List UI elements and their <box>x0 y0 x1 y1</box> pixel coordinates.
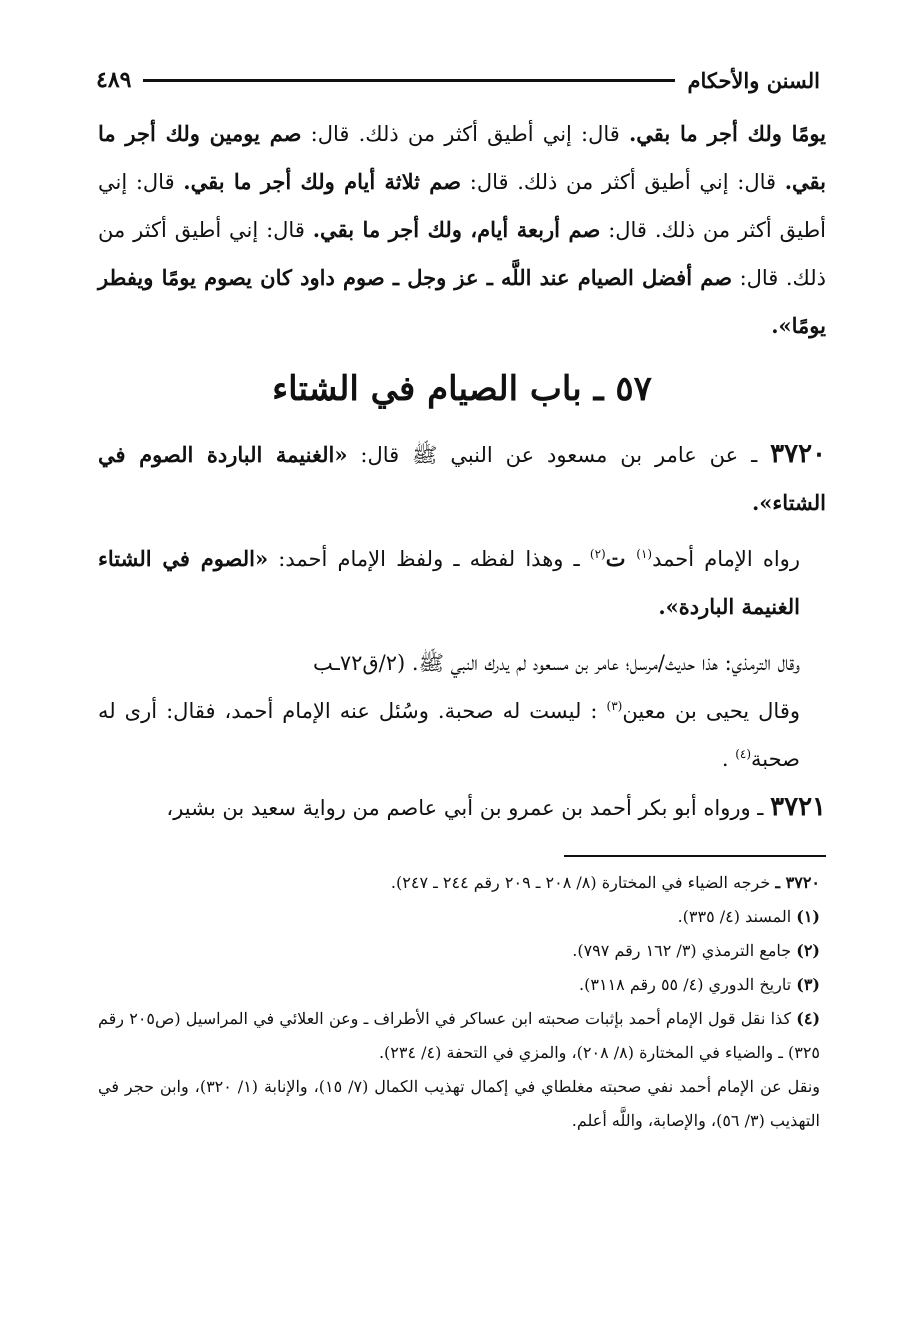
footnote-text: خرجه الضياء في المختارة (٨/ ٢٠٨ ـ ٢٠٩ رقم ٢٤٤ ـ ٢٤٧). <box>390 873 776 892</box>
footnote-number: (١) <box>796 907 820 926</box>
footnote-number: (٤) <box>796 1009 821 1028</box>
footnote-ref: (٤) <box>735 747 752 761</box>
footnote-item <box>98 900 820 934</box>
footnote-text: ونقل عن الإمام أحمد نفي صحبته مغلطاي في إكمال تهذيب الكمال (٧/ ١٥)، والإنابة (١/ ٣٢٠)، وابن حجر في التهذيب (٣/ ٥٦)، والإصابة، واللَّه أعلم. <box>98 1077 821 1130</box>
hadith-3721 <box>98 783 826 832</box>
tirmidhi-note: وقال الترمذي: هذا حديث/مرسل؛ عامر بن مسعود لم يدرك النبي ﷺ. (٢/ق٧٢ـب <box>313 651 800 675</box>
narration-note <box>98 535 826 631</box>
bold-phrase: صم ثلاثة أيام ولك أجر ما بقي. <box>183 169 462 194</box>
footnote-item <box>98 934 820 968</box>
footnote-ref: (٢) <box>589 547 606 561</box>
text-run: ـ عن عامر بن مسعود عن النبي ﷺ قال: <box>347 443 771 467</box>
footnote-number: (٢) <box>796 941 820 960</box>
text-run: قال: إني أطيق أكثر من ذلك. قال: <box>461 170 785 194</box>
hadith-number: ٣٧٢٠ <box>770 439 826 469</box>
footnote-item <box>98 1002 820 1070</box>
footnote-separator <box>564 855 826 857</box>
footnote-ref: (٣) <box>606 699 623 713</box>
header-rule <box>143 79 675 82</box>
footnote-item <box>98 866 820 900</box>
ibn-maeen-note <box>98 687 826 783</box>
bold-phrase: «الغنيمة الباردة الصوم في الشتاء». <box>98 442 826 515</box>
footnote-text: كذا نقل قول الإمام أحمد بإثبات صحبته ابن عساكر في الأطراف ـ وعن العلائي في المراسيل (ص٢٠٥ رقم ٣٢٥) ـ والضياء في المختارة (٨/ ٢٠٨)، والمزي في التحفة (٤/ ٢٣٤). <box>98 1009 820 1062</box>
bold-phrase: صم يومين ولك أجر ما بقي. <box>98 121 826 194</box>
running-title: السنن والأحكام <box>687 67 820 93</box>
text-run: قال: إني أطيق أكثر من ذلك. قال: <box>98 218 826 290</box>
bold-phrase: صم أفضل الصيام عند اللَّه ـ عز وجل ـ صوم داود كان يصوم يومًا ويفطر يومًا». <box>98 265 826 338</box>
hadith-3720 <box>98 430 826 527</box>
text-run: قال: إني أطيق أكثر من ذلك. قال: <box>301 122 629 146</box>
text-run: ـ وهذا لفظه ـ ولفظ الإمام أحمد: <box>268 547 590 571</box>
bold-phrase: «الصوم في الشتاء الغنيمة الباردة». <box>98 546 800 619</box>
footnote-text: المسند (٤/ ٣٣٥). <box>677 907 797 926</box>
footnote-text: تاريخ الدوري (٤/ ٥٥ رقم ٣١١٨). <box>579 975 797 994</box>
text-run: قال: إني أطيق أكثر من ذلك. قال: <box>98 170 827 242</box>
footnotes <box>98 866 820 1138</box>
footnote-number: ٣٧٢٠ ـ <box>775 873 820 892</box>
text-run: : ليست له صحبة. وسُئل عنه الإمام أحمد، فقال: أرى له صحبة <box>98 699 800 771</box>
bold-phrase: صم أربعة أيام، ولك أجر ما بقي. <box>312 217 601 242</box>
footnote-text: جامع الترمذي (٣/ ١٦٢ رقم ٧٩٧). <box>572 941 797 960</box>
footnote-item <box>98 1070 820 1138</box>
footnote-item <box>98 968 820 1002</box>
text-run: ت <box>605 546 637 571</box>
hadith-continuation <box>98 110 826 350</box>
text-run: . <box>721 747 736 771</box>
hadith-number: ٣٧٢١ <box>770 792 826 822</box>
main-text <box>98 110 826 832</box>
text-run: ـ ورواه أبو بكر أحمد بن عمرو بن أبي عاصم من رواية سعيد بن بشير، <box>166 796 771 820</box>
page-header <box>96 62 820 98</box>
bold-phrase: يومًا ولك أجر ما بقي. <box>628 121 827 146</box>
text-run: وقال يحيى بن معين <box>622 699 800 723</box>
footnote-number: (٣) <box>796 975 820 994</box>
footnote-ref: (١) <box>636 547 653 561</box>
text-run: رواه الإمام أحمد <box>652 547 800 571</box>
page-number: ٤٨٩ <box>96 67 132 93</box>
chapter-heading: ٥٧ ـ باب الصيام في الشتاء <box>272 369 652 409</box>
